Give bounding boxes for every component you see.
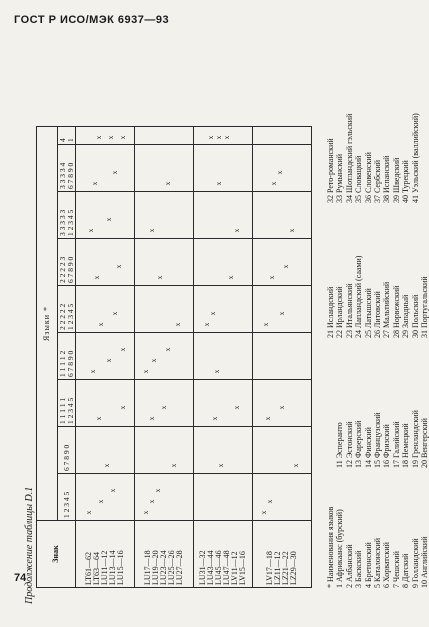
usage-mark: x (174, 322, 182, 327)
mark-cell (76, 145, 135, 192)
usage-mark: x (109, 488, 117, 493)
usage-mark: x (215, 135, 223, 140)
usage-mark: x (164, 347, 172, 352)
usage-mark: x (156, 275, 164, 280)
legend-item: 1 Африкаанс (бурский) (335, 509, 345, 588)
language-number-row (58, 127, 76, 588)
usage-mark: x (164, 181, 172, 186)
legend-item: 27 Мальтийский (382, 281, 392, 338)
sign-code: LT63—64 (92, 551, 101, 585)
legend-item: 14 Финский (363, 427, 373, 468)
sign-code: LU15—16 (116, 550, 125, 585)
sign-code: LU19—20 (151, 550, 160, 585)
usage-mark: x (207, 135, 215, 140)
usage-mark: x (217, 463, 225, 468)
usage-mark: x (268, 275, 276, 280)
languages-group-header: Языки * (37, 127, 58, 521)
usage-mark: x (209, 311, 217, 316)
mark-cell (135, 474, 194, 521)
mark-cell (135, 192, 194, 239)
sign-code: LU23—24 (159, 550, 168, 585)
usage-mark: x (203, 322, 211, 327)
usage-mark: x (103, 463, 111, 468)
mark-cell (76, 192, 135, 239)
sign-code: LZ29—30 (289, 551, 298, 585)
legend-item: 3 Баскский (354, 550, 364, 588)
sign-code: LV17—18 (265, 551, 274, 585)
legend-item: 38 Испанский (382, 155, 392, 203)
language-number-line: 2 2 2 2 2 (58, 303, 67, 330)
usage-mark: x (215, 181, 223, 186)
mark-cell (76, 127, 135, 145)
sign-code: LU27—28 (175, 550, 184, 585)
language-number-line: 1 (65, 138, 75, 142)
legend-item: 19 Гренландский (410, 410, 420, 468)
language-number-group (58, 127, 76, 145)
usage-mark: x (260, 510, 268, 515)
usage-mark: x (213, 369, 221, 374)
mark-cell (253, 127, 312, 145)
legend-item: 31 Португальский (420, 276, 429, 338)
mark-cell (194, 380, 253, 427)
sign-code: LZ21—22 (281, 551, 290, 585)
legend-item: 2 Албанский (344, 544, 354, 588)
language-number-line: 6 7 8 9 0 (65, 350, 75, 377)
mark-cell (194, 286, 253, 333)
legend-title: * Наименования языков (326, 506, 335, 588)
usage-mark: x (119, 347, 127, 352)
language-number-line: 1 2 3 4 5 (65, 303, 75, 330)
legend-item: 16 Фризский (382, 424, 392, 468)
usage-mark: x (211, 416, 219, 421)
usage-mark: x (233, 405, 241, 410)
mark-cell (253, 239, 312, 286)
sign-codes-cell (253, 521, 312, 588)
sign-code: LU47—48 (222, 550, 231, 585)
usage-mark: x (223, 135, 231, 140)
legend-item: 32 Рето-романский (326, 138, 335, 203)
language-number-group (58, 427, 76, 474)
mark-cell (76, 427, 135, 474)
legend-item: 21 Исландский (326, 286, 335, 338)
language-number-line: 4 (58, 138, 67, 142)
mark-cell (135, 286, 194, 333)
usage-mark: x (93, 275, 101, 280)
legend-item: 30 Польский (410, 294, 420, 338)
mark-cell (76, 286, 135, 333)
mark-cell (194, 145, 253, 192)
language-legend (326, 66, 429, 588)
usage-mark: x (97, 499, 105, 504)
usage-mark: x (150, 358, 158, 363)
table-row (253, 127, 312, 588)
usage-mark: x (97, 322, 105, 327)
legend-item: 7 Чешский (391, 551, 401, 588)
usage-mark: x (278, 405, 286, 410)
usage-mark: x (278, 311, 286, 316)
mark-cell (194, 333, 253, 380)
sign-code: LT61—62 (84, 551, 93, 585)
mark-cell (135, 127, 194, 145)
usage-mark: x (85, 510, 93, 515)
legend-item: 29 Западный (401, 294, 411, 338)
sign-code: LZ11—12 (273, 551, 282, 585)
mark-cell (135, 427, 194, 474)
legend-item: 22 Ирландский (335, 286, 345, 338)
legend-item: 34 Шотландский гэльский (344, 113, 354, 203)
language-table (36, 126, 312, 588)
legend-item: 36 Словенский (363, 152, 373, 203)
sign-code: LV15—16 (238, 551, 247, 585)
usage-mark: x (282, 264, 290, 269)
legend-item: 9 Голландский (410, 538, 420, 588)
sign-code: LU17—18 (143, 550, 152, 585)
usage-mark: x (233, 228, 241, 233)
legend-item: 8 Датский (401, 553, 411, 588)
legend-column-4 (326, 113, 420, 203)
mark-cell (76, 474, 135, 521)
usage-mark: x (264, 416, 272, 421)
language-number-group (58, 380, 76, 427)
legend-item: 13 Фарерский (354, 420, 364, 468)
language-number-line: 3 3 3 3 3 (58, 209, 67, 236)
legend-item: 37 Сербский (373, 159, 383, 203)
legend-item: 39 Шведский (391, 157, 401, 203)
language-number-line: 1 2 3 4 5 (65, 209, 75, 236)
mark-cell (194, 474, 253, 521)
usage-mark: x (154, 488, 162, 493)
table-row (76, 127, 135, 588)
usage-mark: x (170, 463, 178, 468)
usage-mark: x (115, 264, 123, 269)
legend-item: 33 Румынский (335, 153, 345, 203)
mark-cell (253, 145, 312, 192)
rotated-table-area (36, 66, 429, 588)
legend-item: 20 Венгерский (420, 418, 429, 468)
legend-column-2 (335, 410, 429, 468)
language-number-line: 6 7 8 9 0 (65, 162, 75, 189)
usage-mark: x (148, 228, 156, 233)
mark-cell (135, 145, 194, 192)
usage-mark: x (91, 181, 99, 186)
usage-mark: x (148, 499, 156, 504)
usage-mark: x (262, 322, 270, 327)
sign-code: LU45—46 (214, 550, 223, 585)
mark-cell (194, 239, 253, 286)
mark-cell (253, 286, 312, 333)
table-header-row (37, 127, 58, 588)
usage-mark: x (119, 405, 127, 410)
legend-item: 28 Норвежский (391, 285, 401, 338)
legend-item: 25 Латышский (363, 288, 373, 338)
mark-cell (135, 333, 194, 380)
mark-cell (194, 192, 253, 239)
usage-mark: x (270, 181, 278, 186)
language-number-line: 1 1 1 1 1 (58, 397, 67, 424)
mark-cell (194, 127, 253, 145)
sign-code: LV11—12 (230, 551, 239, 585)
mark-cell (253, 192, 312, 239)
legend-column-1 (326, 507, 429, 588)
mark-cell (76, 380, 135, 427)
usage-mark: x (160, 405, 168, 410)
language-number-line: 1 2 3 4 5 (61, 491, 71, 518)
language-number-line: 2 2 2 2 3 (58, 256, 67, 283)
legend-item: 6 Хорватский (382, 542, 392, 588)
legend-item: 4 Бретонский (363, 542, 373, 588)
legend-item: 23 Итальянский (344, 283, 354, 338)
sign-column-header: Знак (37, 521, 76, 588)
sign-code: LU43—44 (206, 550, 215, 585)
language-number-group (58, 286, 76, 333)
legend-item: 15 Французский (373, 412, 383, 468)
mark-cell (253, 474, 312, 521)
mark-cell (76, 239, 135, 286)
document-header: ГОСТ Р ИСО/МЭК 6937—93 (14, 14, 170, 26)
language-number-line: 6 7 8 9 0 (61, 444, 71, 471)
legend-item: 11 Эсперанто (335, 422, 345, 468)
legend-item: 40 Турецкий (401, 160, 411, 203)
usage-mark: x (266, 499, 274, 504)
sign-code: LU31—32 (198, 550, 207, 585)
mark-cell (253, 333, 312, 380)
usage-mark: x (148, 416, 156, 421)
legend-item: 5 Каталонский (373, 537, 383, 588)
language-number-group (58, 145, 76, 192)
mark-cell (194, 427, 253, 474)
language-number-group (58, 239, 76, 286)
legend-column-3 (326, 256, 429, 338)
usage-mark: x (111, 311, 119, 316)
usage-mark: x (292, 463, 300, 468)
usage-mark: x (95, 416, 103, 421)
language-number-line: 1 1 1 1 2 (58, 350, 67, 377)
legend-item: 10 Английский (420, 536, 429, 588)
legend-item: 17 Галийский (391, 421, 401, 468)
sign-code: LU13—14 (108, 550, 117, 585)
legend-item: 35 Словацкий (354, 155, 364, 203)
table-row (135, 127, 194, 588)
usage-mark: x (105, 217, 113, 222)
legend-item: 26 Литовский (373, 291, 383, 338)
mark-cell (253, 427, 312, 474)
sign-codes-cell (194, 521, 253, 588)
language-number-line: 1 2 3 4 5 (65, 397, 75, 424)
usage-mark: x (87, 228, 95, 233)
usage-mark: x (107, 135, 115, 140)
usage-mark: x (227, 275, 235, 280)
language-number-group (58, 474, 76, 521)
usage-mark: x (95, 135, 103, 140)
mark-cell (135, 380, 194, 427)
sign-codes-cell (135, 521, 194, 588)
language-number-line: 3 3 3 3 4 (58, 162, 67, 189)
legend-item: 41 Уэльский (валлийский) (410, 113, 420, 203)
usage-mark: x (119, 135, 127, 140)
sign-code: LU25—26 (167, 550, 176, 585)
usage-mark: x (142, 369, 150, 374)
usage-mark: x (105, 358, 113, 363)
page-number: 74 (14, 572, 27, 584)
mark-cell (253, 380, 312, 427)
usage-mark: x (276, 170, 284, 175)
sign-codes-cell (76, 521, 135, 588)
usage-mark: x (89, 369, 97, 374)
mark-cell (135, 239, 194, 286)
table-row (194, 127, 253, 588)
mark-cell (76, 333, 135, 380)
language-number-group (58, 333, 76, 380)
usage-mark: x (288, 228, 296, 233)
usage-mark: x (111, 170, 119, 175)
legend-item: 12 Эстонский (344, 421, 354, 468)
table-caption: Продолжение таблицы D.1 (24, 486, 35, 604)
language-number-group (58, 192, 76, 239)
sign-code: LU11—12 (100, 550, 109, 585)
legend-item: 24 Лапландский (саами) (354, 255, 364, 338)
usage-mark: x (142, 510, 150, 515)
language-number-line: 6 7 8 9 0 (65, 256, 75, 283)
legend-item: 18 Немецкий (401, 423, 411, 468)
